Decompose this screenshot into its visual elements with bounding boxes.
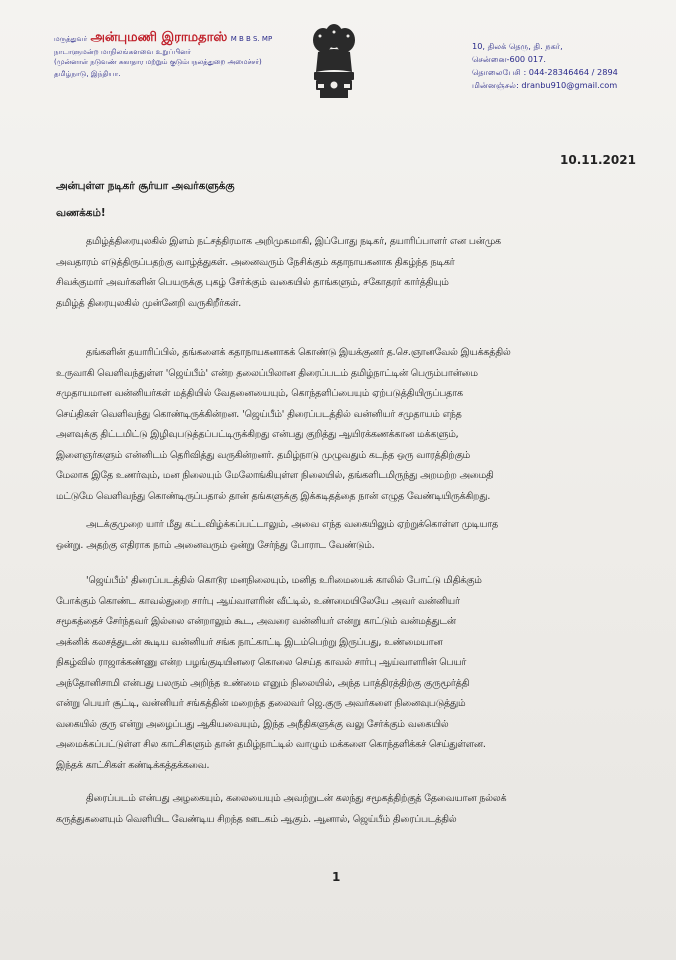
sender-name: அன்புமணி இராமதாஸ்	[90, 30, 228, 45]
text-line: சிவக்குமார் அவர்களின் பெயருக்கு புகழ் சேர்க்கும் வகையில் தாங்களும், சகோதரர் கார்த்தியும்	[56, 277, 449, 288]
national-emblem-icon	[306, 22, 362, 116]
sender-prefix: மருத்துவர்	[54, 35, 88, 43]
address-city: சென்னை-600 017.	[472, 54, 546, 64]
text-line: ஒன்று. அதற்கு எதிராக நாம் அனைவரும் ஒன்று சேர்ந்து போராட வேண்டும்.	[56, 539, 375, 551]
text-line: அளவுக்கு திட்டமிட்டு இழிவுபடுத்தப்பட்டிருக்கிறது என்பது குறித்து ஆயிரக்கணக்கான மக்களும்,	[56, 429, 459, 440]
text-line: மட்டுமே வெளிவந்து கொண்டிருப்பதால் தான் தங்களுக்கு இக்கடிதத்தை நான் எழுத வேண்டியிருக்கிறது.	[56, 490, 491, 502]
text-line: அக்னிக் கலசத்துடன் கூடிய வன்னியர் சங்க நாட்காட்டி இடம்பெற்று இருப்பது, உண்மையான	[56, 636, 443, 648]
letterhead-left	[54, 30, 273, 79]
paragraph-1	[56, 232, 622, 314]
text-line: அந்தோனிசாமி என்பது பலரும் அறிந்த உண்மை எனும் நிலையில், அந்த பாத்திரத்திற்கு குருமூர்த்தி	[56, 677, 470, 689]
sender-former-post: (முன்னாள் நடுவண் சுகாதார மற்றும் குடும்பநலத்துறை அமைச்சர்)	[54, 58, 262, 66]
text-line: திரைப்படம் என்பது அழகையும், கலையையும் அவற்றுடன் கலந்து சமூகத்திற்குத் தேவையான நல்லக்	[86, 793, 507, 804]
text-line: சமுதாயமான வன்னியர்கள் மத்தியில் வேதனையையும், கொந்தளிப்பையும் ஏற்படுத்தியிருப்பதாக	[56, 388, 463, 399]
text-line: கருத்துகளையும் வெளியிட வேண்டிய சிறந்த ஊடகம் ஆகும். ஆனால், ஜெய்பீம் திரைப்படத்தில்	[56, 813, 457, 825]
paragraph-4	[56, 571, 622, 776]
sender-title-line: நாடாளுமன்ற மாநிலங்களவை உறுப்பினர்	[54, 47, 192, 56]
text-line: தங்களின் தயாரிப்பில், தங்களைக் கதாநாயகனாகக் கொண்டு இயக்குனர் த.செ.ஞானவேல் இயக்கத்தில்	[86, 347, 511, 358]
text-line: தமிழ்த்திரையுலகில் இளம் நட்சத்திரமாக அறிமுகமாகி, இப்போது நடிகர், தயாரிப்பாளர் என பன்முக	[86, 236, 501, 247]
text-line: போக்கும் கொண்ட காவல்துறை சார்பு ஆய்வாளரின் வீட்டில், உண்மையிலேயே அவர் வன்னியர்	[56, 595, 460, 607]
text-line: இளைஞர்களும் என்னிடம் தெரிவித்து வருகின்றனர். தமிழ்நாடு முழுவதும் கடந்த ஒரு வாரத்திற்கும்	[56, 449, 471, 461]
text-line: அமைக்கப்பட்டுள்ள சில காட்சிகளும் தான் தமிழ்நாட்டில் வாழும் மக்களை கொந்தளிக்கச் செய்துள்ளன.	[56, 739, 486, 750]
text-line: செய்திகள் வெளிவந்து கொண்டிருக்கின்றன. 'ஜெய்பீம்' திரைப்படத்தில் வன்னியர் சமுதாயம் எந்த	[56, 408, 462, 420]
paragraph-2	[56, 343, 622, 507]
text-line: என்று பெயர் சூட்டி, வன்னியர் சங்கத்தின் மறைந்த தலைவர் ஜெ.குரு அவர்களை நினைவுபடுத்தும்	[56, 698, 466, 709]
page-number: 1	[332, 870, 341, 884]
text-line: தமிழ்த் திரையுலகில் முன்னேறி வருகிறீர்கள்.	[56, 297, 242, 309]
letterhead-right	[472, 40, 662, 92]
email-line: மின்னஞ்சல்: dranbu910@gmail.com	[472, 80, 618, 90]
text-line: இந்தக் காட்சிகள் கண்டிக்கத்தக்கவை.	[56, 759, 210, 771]
letter-date: 10.11.2021	[560, 153, 636, 167]
text-line: உருவாகி வெளிவந்துள்ள 'ஜெய்பீம்' என்ற தலைப்பிலான திரைப்படம் தமிழ்நாட்டின் பெரும்பான்மை	[56, 367, 478, 379]
text-line: மேலாக இதே உணர்வும், மன நிலையும் மேலோங்கியுள்ள நிலையில், தங்களிடமிருந்து அறமற்ற அமைதி	[56, 470, 494, 481]
text-line: நிகழ்வில் ராஜாக்கண்ணு என்ற பழங்குடியினரை கொலை செய்த காவல் சார்பு ஆய்வாளரின் பெயர்	[56, 657, 467, 668]
text-line: வகையில் குரு என்று அழைப்பது ஆகியவையும், இந்த அநீதிகளுக்கு வலு சேர்க்கும் வகையில்	[56, 718, 449, 730]
greeting: வணக்கம்!	[56, 207, 106, 219]
text-line: அவதாரம் எடுத்திருப்பதற்கு வாழ்த்துகள். அனைவரும் நேசிக்கும் கதாநாயகனாக திகழ்ந்த நடிகர்	[56, 256, 455, 268]
paragraph-5	[56, 789, 622, 830]
phone-line: தொலைபேசி : 044-28346464 / 2894	[472, 67, 618, 77]
text-line: 'ஜெய்பீம்' திரைப்படத்தில் கொடூர மனநிலையும், மனித உரிமையைக் காலில் போட்டு மிதிக்கும்	[86, 575, 482, 586]
paragraph-3	[56, 515, 622, 556]
salutation: அன்புள்ள நடிகர் சூர்யா அவர்களுக்கு	[56, 180, 235, 192]
text-line: சமூகத்தைச் சேர்ந்தவர் இல்லை என்றாலும் கூட, அவரை வன்னியர் என்று காட்டும் வன்மத்துடன்	[56, 616, 456, 627]
address-line: 10, திலக் தெரு, தி. நகர்,	[472, 41, 563, 51]
sender-name-line	[54, 30, 273, 46]
sender-degrees: M B B S. MP	[230, 35, 273, 43]
text-line: அடக்குமுறை யார் மீது கட்டவிழ்க்கப்பட்டாலும், அவை எந்த வகையிலும் ஏற்றுக்கொள்ள முடியாத	[86, 519, 499, 530]
sender-location: தமிழ்நாடு, இந்தியா.	[54, 69, 121, 78]
